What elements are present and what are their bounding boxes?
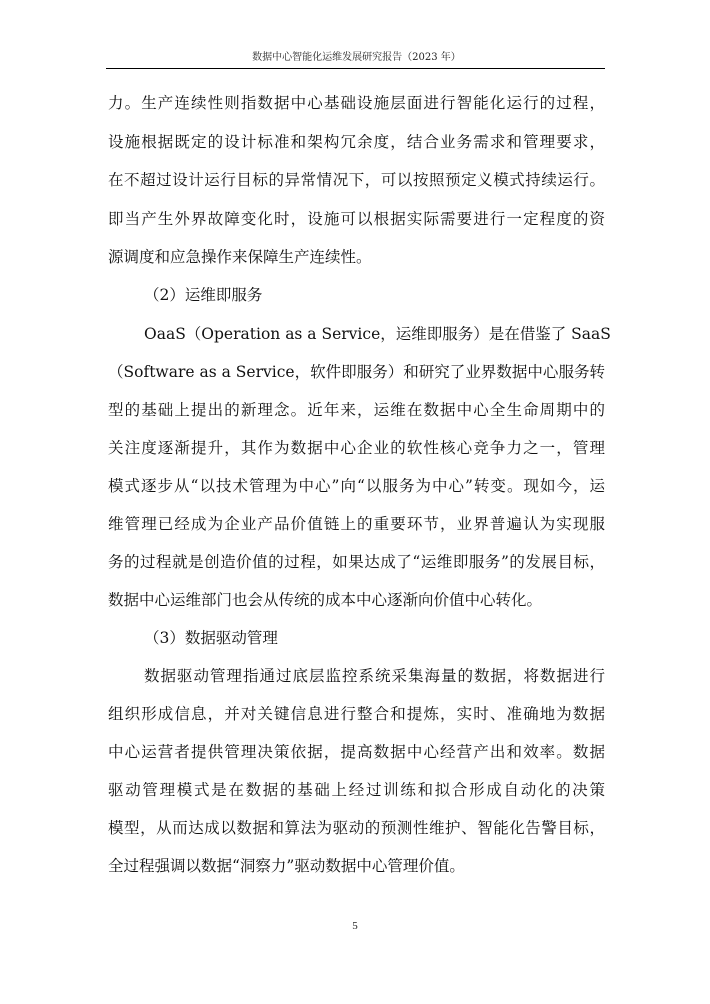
- body-line: 驱动管理模式是在数据的基础上经过训练和拟合形成自动化的决策: [108, 781, 605, 799]
- section-heading: （2）运维即服务: [144, 286, 263, 304]
- body-line: 即当产生外界故障变化时，设施可以根据实际需要进行一定程度的资: [108, 210, 605, 228]
- body-line: 关注度逐渐提升，其作为数据中心企业的软性核心竞争力之一，管理: [108, 439, 605, 457]
- body-line: 中心运营者提供管理决策依据，提高数据中心经营产出和效率。数据: [108, 743, 605, 761]
- body-line: 务的过程就是创造价值的过程，如果达成了“运维即服务”的发展目标，: [108, 553, 605, 571]
- body-line: 全过程强调以数据“洞察力”驱动数据中心管理价值。: [108, 857, 465, 875]
- body-line: 模型，从而达成以数据和算法为驱动的预测性维护、智能化告警目标，: [108, 819, 605, 837]
- body-line: 源调度和应急操作来保障生产连续性。: [108, 248, 372, 266]
- body-line: 数据驱动管理指通过底层监控系统采集海量的数据，将数据进行: [144, 667, 605, 685]
- header-rule: [106, 68, 605, 69]
- body-line: （Software as a Service，软件即服务）和研究了业界数据中心服务转: [108, 363, 605, 381]
- section-heading: （3）数据驱动管理: [144, 629, 278, 647]
- body-line: 模式逐步从“以技术管理为中心”向“以服务为中心”转变。现如今，运: [108, 477, 605, 495]
- body-line: 设施根据既定的设计标准和架构冗余度，结合业务需求和管理要求，: [108, 133, 605, 151]
- body-line: 型的基础上提出的新理念。近年来，运维在数据中心全生命周期中的: [108, 401, 605, 419]
- body-line: 组织形成信息，并对关键信息进行整合和提炼，实时、准确地为数据: [108, 705, 605, 723]
- running-header: 数据中心智能化运维发展研究报告（2023 年）: [252, 52, 461, 63]
- body-line: OaaS（Operation as a Service，运维即服务）是在借鉴了 SaaS: [144, 325, 611, 343]
- body-line: 力。生产连续性则指数据中心基础设施层面进行智能化运行的过程，: [108, 94, 605, 112]
- body-line: 数据中心运维部门也会从传统的成本中心逐渐向价值中心转化。: [108, 591, 543, 609]
- body-line: 维管理已经成为企业产品价值链上的重要环节，业界普遍认为实现服: [108, 515, 605, 533]
- body-line: 在不超过设计运行目标的异常情况下，可以按照预定义模式持续运行。: [108, 171, 605, 189]
- page-number: 5: [352, 920, 358, 932]
